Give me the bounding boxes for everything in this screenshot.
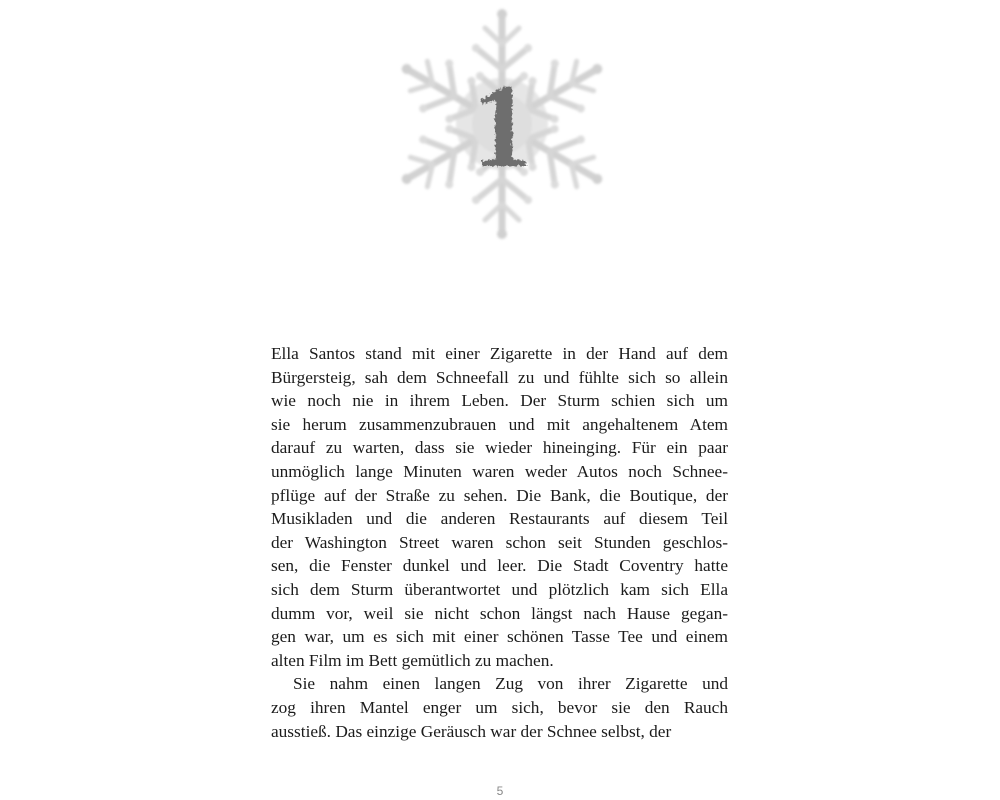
text-line: der Washington Street waren schon seit Stunden geschlos- [271, 532, 728, 552]
text-line: zog ihren Mantel enger um sich, bevor sie den Rauch [271, 697, 728, 717]
paragraph [271, 672, 728, 743]
text-line: sich dem Sturm überantwortet und plötzlich kam sich Ella [271, 579, 728, 599]
text-line: sen, die Fenster dunkel und leer. Die Stadt Coventry hatte [271, 556, 728, 576]
text-line: ausstieß. Das einzige Geräusch war der Schnee selbst, der [271, 721, 672, 741]
chapter-number: 1 [472, 59, 532, 192]
text-line: Bürgersteig, sah dem Schneefall zu und fühlte sich so allein [271, 367, 728, 387]
text-line: dumm vor, weil sie nicht schon längst nach Hause gegan- [271, 603, 728, 623]
text-line: pflüge auf der Straße zu sehen. Die Bank, die Boutique, der [271, 485, 728, 505]
text-line: darauf zu warten, dass sie wieder hineinging. Für ein paar [271, 438, 728, 458]
text-line: gen war, um es sich mit einer schönen Tasse Tee und einem [271, 627, 728, 647]
paragraph [271, 342, 728, 672]
text-line: sie herum zusammenzubrauen und mit angehaltenem Atem [271, 414, 728, 434]
snowflake-icon [392, 4, 612, 244]
text-line: unmöglich lange Minuten waren weder Autos noch Schnee- [271, 461, 728, 481]
text-line: Sie nahm einen langen Zug von ihrer Zigarette und [293, 674, 728, 694]
page-number: 5 [496, 784, 504, 798]
text-line: alten Film im Bett gemütlich zu machen. [271, 650, 554, 670]
chapter-body [271, 342, 728, 743]
text-line: wie noch nie in ihrem Leben. Der Sturm schien sich um [271, 391, 728, 411]
text-line: Ella Santos stand mit einer Zigarette in der Hand auf dem [271, 344, 728, 363]
text-line: Musikladen und die anderen Restaurants auf diesem Teil [271, 509, 728, 529]
